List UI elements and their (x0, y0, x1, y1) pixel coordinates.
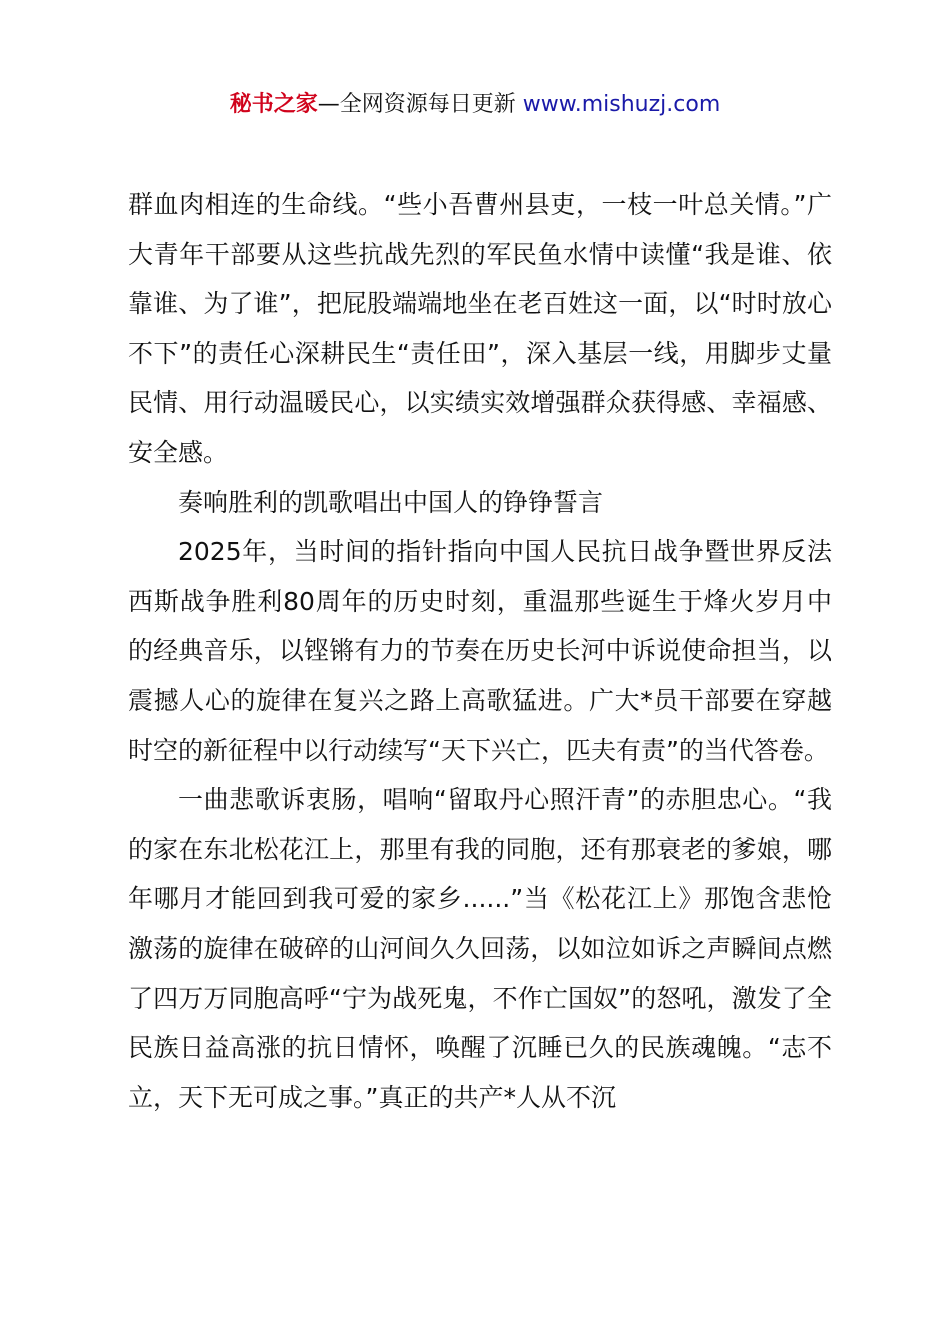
paragraph-3: 一曲悲歌诉衷肠，唱响“留取丹心照汗青”的赤胆忠心。“我的家在东北松花江上，那里有我的同胞，还有那衰老的爹娘，哪年哪月才能回到我可爱的家乡......”当《松花江上》那饱含悲怆激荡的旋律在破碎的山河间久久回荡，以如泣如诉之声瞬间点燃了四万万同胞高呼“宁为战死鬼，不作亡国奴”的怒吼，激发了全民族日益高涨的抗日情怀，唤醒了沉睡已久的民族魂魄。“志不立，天下无可成之事。”真正的共产*人从不沉 (128, 785, 832, 1112)
paragraph-2: 2025年，当时间的指针指向中国人民抗日战争暨世界反法西斯战争胜利80周年的历史时刻，重温那些诞生于烽火岁月中的经典音乐，以铿锵有力的节奏在历史长河中诉说使命担当，以震撼人心的旋律在复兴之路上高歌猛进。广大*员干部要在穿越时空的新征程中以行动续写“天下兴亡，匹夫有责”的当代答卷。 (128, 537, 832, 765)
site-brand: 秘书之家 (229, 92, 318, 117)
section-heading: 奏响胜利的凯歌唱出中国人的铮铮誓言 (178, 487, 604, 517)
site-slogan: —全网资源每日更新 (317, 92, 523, 117)
site-header (0, 88, 950, 122)
site-url-link[interactable]: www.mishuzj.com (522, 92, 721, 117)
paragraph-1: 群血肉相连的生命线。“些小吾曹州县吏，一枝一叶总关情。”广大青年干部要从这些抗战先烈的军民鱼水情中读懂“我是谁、依靠谁、为了谁”，把屁股端端地坐在老百姓这一面，以“时时放心不下”的责任心深耕民生“责任田”，深入基层一线，用脚步丈量民情、用行动温暖民心，以实绩实效增强群众获得感、幸福感、安全感。 (128, 190, 832, 467)
document-body (128, 180, 832, 1122)
